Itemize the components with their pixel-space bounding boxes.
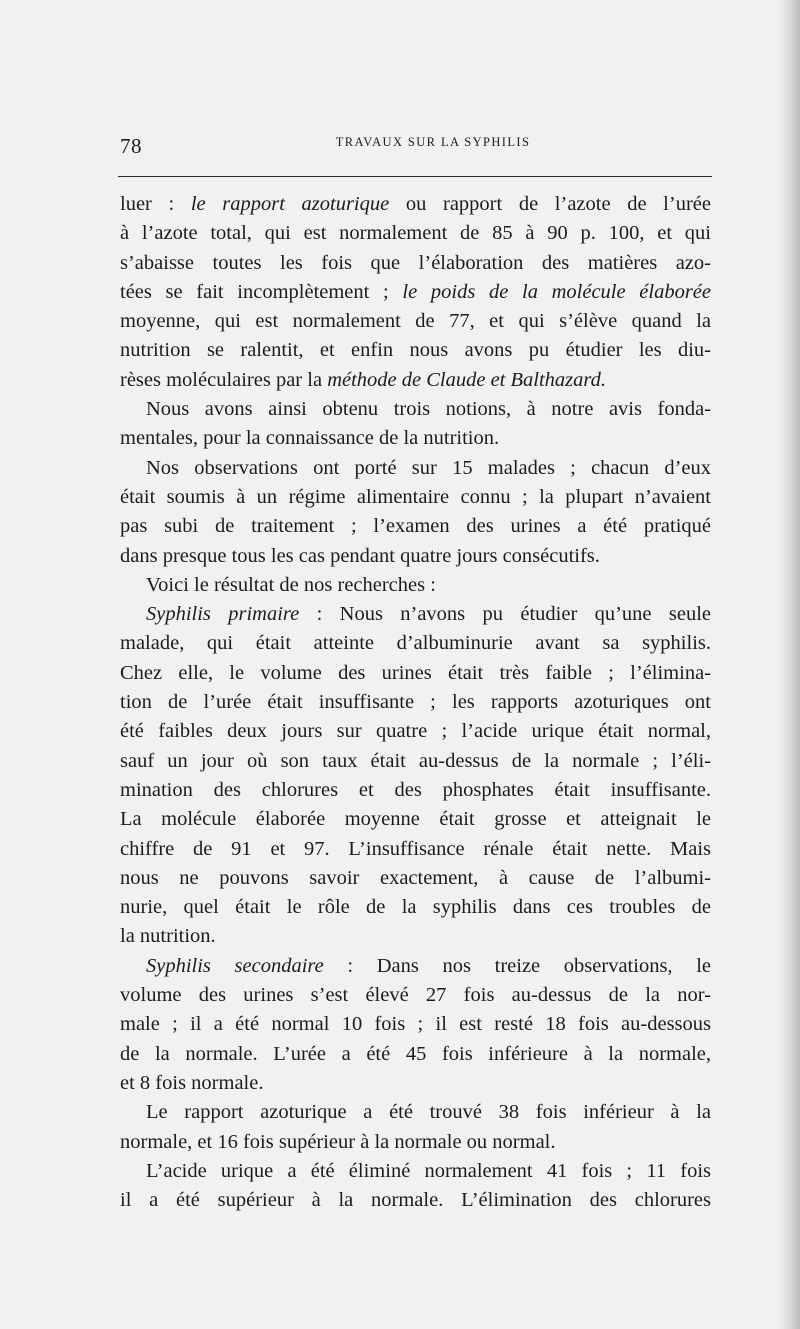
text-line bbox=[120, 454, 711, 483]
text-segment: ou rapport de l’azote de l’urée bbox=[389, 193, 711, 215]
text-segment: Voici le résultat de nos recherches : bbox=[146, 573, 436, 596]
text-line bbox=[120, 629, 711, 658]
text-segment: mentales, pour la connaissance de la nutrition. bbox=[120, 427, 500, 450]
text-segment: male ; il a été normal 10 fois ; il est resté 18 fois au-dessous bbox=[120, 1013, 711, 1036]
text-line bbox=[120, 717, 711, 746]
text-line bbox=[120, 571, 711, 600]
text-segment: Le rapport azoturique a été trouvé 38 fois inférieur à la bbox=[146, 1101, 711, 1124]
text-line bbox=[120, 747, 711, 776]
text-segment: volume des urines s’est élevé 27 fois au-dessus de la nor- bbox=[120, 984, 711, 1007]
text-line bbox=[120, 190, 711, 219]
page-edge-shadow bbox=[778, 0, 800, 1329]
text-line bbox=[120, 864, 711, 893]
text-segment: La molécule élaborée moyenne était grosse et atteignait le bbox=[120, 808, 711, 831]
text-segment: nutrition se ralentit, et enfin nous avons pu étudier les diu- bbox=[120, 339, 711, 362]
text-line bbox=[120, 512, 711, 541]
text-segment: pas subi de traitement ; l’examen des urines a été pratiqué bbox=[120, 515, 711, 538]
text-line bbox=[120, 659, 711, 688]
text-segment: : Nous n’avons pu étudier qu’une seule bbox=[299, 603, 711, 626]
text-segment: tion de l’urée était insuffisante ; les rapports azoturiques ont bbox=[120, 691, 711, 714]
text-segment: mination des chlorures et des phosphates était insuffisante. bbox=[120, 778, 711, 801]
text-line bbox=[120, 249, 711, 278]
italic-term: méthode de Claude et Balthazard. bbox=[327, 368, 606, 391]
text-line bbox=[120, 1157, 711, 1186]
text-segment: moyenne, qui est normalement de 77, et qui s’élève quand la bbox=[120, 310, 711, 333]
italic-term: Syphilis secondaire bbox=[146, 954, 324, 977]
text-segment: la nutrition. bbox=[120, 925, 216, 948]
text-line bbox=[120, 1040, 711, 1069]
running-title: TRAVAUX SUR LA SYPHILIS bbox=[335, 135, 531, 149]
text-segment: chiffre de 91 et 97. L’insuffisance rénale était nette. Mais bbox=[120, 837, 711, 860]
text-segment: il a été supérieur à la normale. L’élimination des chlorures bbox=[120, 1189, 711, 1212]
text-line bbox=[120, 1098, 711, 1127]
text-segment: et 8 fois normale. bbox=[120, 1071, 264, 1094]
text-segment: Nous avons ainsi obtenu trois notions, à notre avis fonda- bbox=[146, 398, 711, 421]
text-line bbox=[120, 688, 711, 717]
text-line bbox=[120, 542, 711, 571]
text-line bbox=[120, 893, 711, 922]
header-rule bbox=[118, 176, 712, 177]
text-line bbox=[120, 952, 711, 981]
text-segment: été faibles deux jours sur quatre ; l’acide urique était normal, bbox=[120, 720, 711, 743]
body-text bbox=[120, 190, 711, 1215]
text-segment: à l’azote total, qui est normalement de 85 à 90 p. 100, et qui bbox=[120, 222, 711, 245]
text-line bbox=[120, 1069, 711, 1098]
text-segment: nurie, quel était le rôle de la syphilis dans ces troubles de bbox=[120, 896, 711, 919]
page-number: 78 bbox=[120, 134, 142, 158]
text-line bbox=[120, 1010, 711, 1039]
text-line bbox=[120, 805, 711, 834]
text-segment: Chez elle, le volume des urines était très faible ; l’élimina- bbox=[120, 661, 711, 684]
text-line bbox=[120, 1186, 711, 1215]
text-line bbox=[120, 336, 711, 365]
text-line bbox=[120, 922, 711, 951]
text-line bbox=[120, 776, 711, 805]
text-line bbox=[120, 278, 711, 307]
text-segment: s’abaisse toutes les fois que l’élaboration des matières azo- bbox=[120, 251, 711, 274]
text-line bbox=[120, 366, 711, 395]
italic-term: Syphilis primaire bbox=[146, 603, 300, 626]
text-segment: luer : bbox=[120, 193, 191, 215]
text-segment: : Dans nos treize observations, le bbox=[323, 954, 711, 977]
running-header bbox=[118, 128, 712, 168]
text-segment: nous ne pouvons savoir exactement, à cause de l’albumi- bbox=[120, 866, 711, 889]
text-segment: normale, et 16 fois supérieur à la normale ou normal. bbox=[120, 1130, 556, 1153]
text-segment: dans presque tous les cas pendant quatre jours consécutifs. bbox=[120, 544, 600, 567]
text-segment: tées se fait incomplètement ; bbox=[120, 280, 403, 303]
italic-term: le poids de la molécule élaborée bbox=[402, 280, 711, 303]
text-segment: rèses moléculaires par la bbox=[120, 368, 328, 391]
text-line bbox=[120, 307, 711, 336]
text-segment: de la normale. L’urée a été 45 fois inférieure à la normale, bbox=[120, 1042, 711, 1065]
text-line bbox=[120, 483, 711, 512]
text-line bbox=[120, 981, 711, 1010]
text-line bbox=[120, 600, 711, 629]
italic-term: le rapport azoturique bbox=[190, 193, 390, 215]
text-line bbox=[120, 219, 711, 248]
text-line bbox=[120, 395, 711, 424]
text-line bbox=[120, 1128, 711, 1157]
text-segment: malade, qui était atteinte d’albuminurie avant sa syphilis. bbox=[120, 632, 711, 655]
text-segment: L’acide urique a été éliminé normalement 41 fois ; 11 fois bbox=[146, 1159, 711, 1182]
text-segment: Nos observations ont porté sur 15 malades ; chacun d’eux bbox=[146, 456, 711, 479]
text-segment: sauf un jour où son taux était au-dessus de la normale ; l’éli- bbox=[120, 749, 711, 772]
text-line bbox=[120, 835, 711, 864]
text-line bbox=[120, 424, 711, 453]
text-segment: était soumis à un régime alimentaire connu ; la plupart n’avaient bbox=[120, 485, 711, 508]
